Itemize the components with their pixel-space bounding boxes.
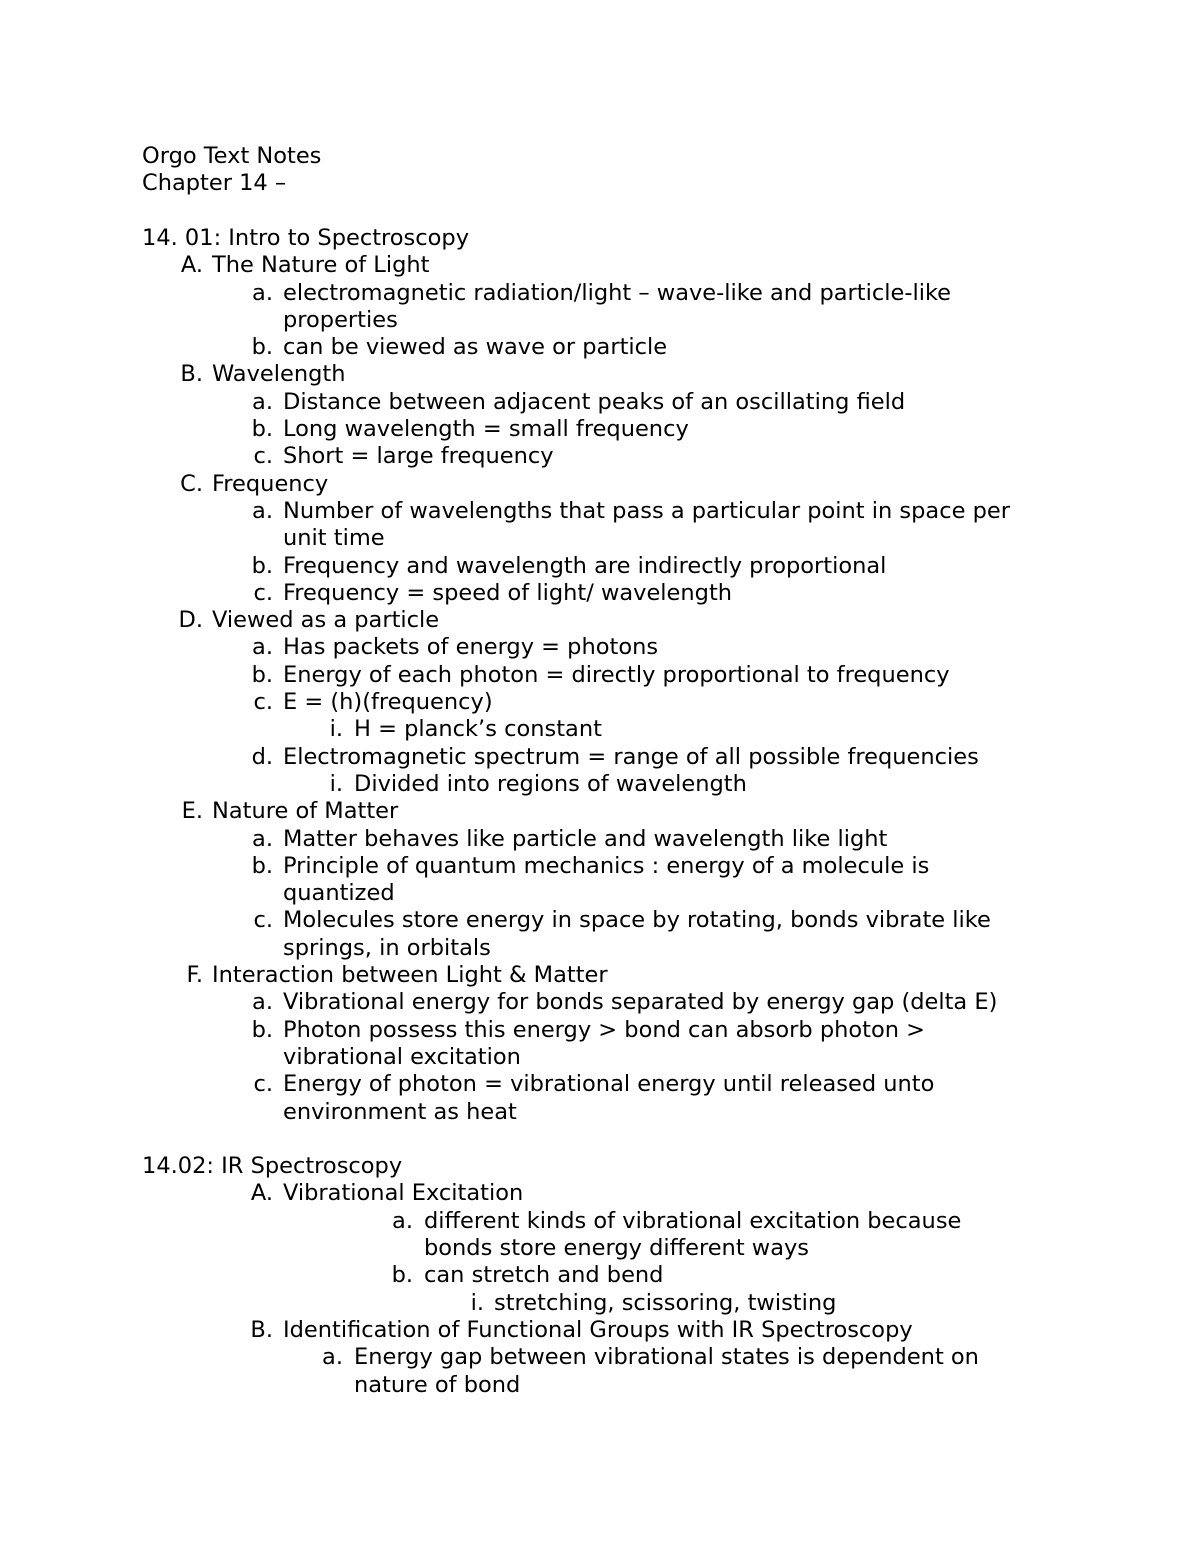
- line-text: Number of wavelengths that pass a particular point in space per: [283, 497, 1010, 524]
- line-text: can stretch and bend: [424, 1262, 664, 1289]
- outline-line: [0, 279, 1200, 307]
- list-marker: B.: [180, 361, 203, 388]
- outline-line: [0, 1098, 1200, 1126]
- line-text: The Nature of Light: [212, 252, 430, 279]
- line-text: Long wavelength = small frequency: [283, 416, 689, 442]
- outline-line: [0, 333, 1200, 361]
- outline-line: [0, 1043, 1200, 1071]
- outline-line: [0, 306, 1200, 334]
- outline-line: [0, 906, 1200, 934]
- outline-line: [0, 1207, 1200, 1235]
- outline-line: [0, 1261, 1200, 1289]
- line-text: Divided into regions of wavelength: [354, 770, 747, 797]
- line-text: 14. 01: Intro to Spectroscopy: [142, 224, 470, 251]
- list-marker: b.: [251, 552, 273, 579]
- line-text: nature of bond: [354, 1371, 521, 1398]
- outline-line: [0, 142, 1200, 170]
- list-marker: c.: [253, 907, 273, 934]
- line-text: Has packets of energy = photons: [283, 634, 659, 661]
- outline-line: [0, 770, 1200, 798]
- list-marker: A.: [180, 252, 203, 279]
- outline-line: [0, 688, 1200, 716]
- line-text: Identification of Functional Groups with IR Spectroscopy: [283, 1316, 913, 1343]
- outline-line: [0, 470, 1200, 498]
- list-marker: i.: [329, 716, 343, 743]
- list-marker: c.: [253, 443, 273, 470]
- outline-line: [0, 852, 1200, 880]
- line-text: Matter behaves like particle and wavelength like light: [283, 825, 888, 852]
- blank-line: [0, 1125, 1200, 1153]
- line-text: Energy gap between vibrational states is dependent on: [354, 1344, 979, 1371]
- line-text: 14.02: IR Spectroscopy: [142, 1153, 403, 1180]
- list-marker: a.: [252, 989, 273, 1016]
- outline-line: [0, 825, 1200, 853]
- line-text: different kinds of vibrational excitation because: [424, 1207, 962, 1234]
- outline-line: [0, 1016, 1200, 1044]
- line-text: Energy of each photon = directly proportional to frequency: [283, 661, 950, 688]
- line-text: Short = large frequency: [283, 443, 554, 470]
- list-marker: E.: [181, 798, 203, 825]
- outline-line: [0, 552, 1200, 580]
- outline-line: [0, 1316, 1200, 1344]
- list-marker: c.: [253, 579, 273, 606]
- line-text: Orgo Text Notes: [142, 143, 322, 169]
- line-text: Chapter 14 –: [142, 170, 287, 197]
- outline-line: [0, 442, 1200, 470]
- outline-line: [0, 169, 1200, 197]
- list-marker: c.: [253, 689, 273, 715]
- list-marker: b.: [251, 334, 273, 361]
- line-text: environment as heat: [283, 1098, 517, 1125]
- outline-line: [0, 879, 1200, 907]
- line-text: Frequency: [212, 470, 329, 497]
- list-marker: A.: [250, 1180, 273, 1207]
- outline-line: [0, 1179, 1200, 1207]
- line-text: Photon possess this energy > bond can absorb photon >: [283, 1016, 926, 1043]
- outline-line: [0, 715, 1200, 743]
- line-text: properties: [283, 306, 398, 333]
- list-marker: i.: [329, 770, 343, 797]
- list-marker: b.: [251, 416, 273, 442]
- line-text: springs, in orbitals: [283, 934, 491, 961]
- line-text: Viewed as a particle: [212, 607, 440, 634]
- outline-line: [0, 633, 1200, 661]
- line-text: Energy of photon = vibrational energy until released unto: [283, 1071, 935, 1098]
- list-marker: a.: [252, 279, 273, 306]
- list-marker: B.: [250, 1316, 273, 1343]
- outline-line: [0, 251, 1200, 279]
- outline-line: [0, 579, 1200, 607]
- outline-line: [0, 1070, 1200, 1098]
- outline-line: [0, 988, 1200, 1016]
- list-marker: b.: [391, 1262, 413, 1289]
- outline-line: [0, 224, 1200, 252]
- outline-line: [0, 1289, 1200, 1317]
- line-text: Distance between adjacent peaks of an oscillating field: [283, 388, 906, 415]
- list-marker: d.: [251, 743, 273, 770]
- list-marker: C.: [180, 470, 203, 497]
- line-text: Electromagnetic spectrum = range of all possible frequencies: [283, 743, 979, 770]
- blank-line: [0, 197, 1200, 225]
- line-text: electromagnetic radiation/light – wave-like and particle-like: [283, 279, 952, 306]
- line-text: Wavelength: [212, 361, 346, 388]
- list-marker: a.: [252, 388, 273, 415]
- list-marker: F.: [186, 962, 203, 988]
- outline-line: [0, 797, 1200, 825]
- outline-line: [0, 415, 1200, 443]
- line-text: Vibrational Excitation: [283, 1180, 524, 1207]
- line-text: bonds store energy different ways: [424, 1235, 810, 1261]
- line-text: E = (h)(frequency): [283, 689, 493, 715]
- list-marker: a.: [252, 634, 273, 661]
- line-text: Nature of Matter: [212, 798, 399, 825]
- list-marker: b.: [251, 661, 273, 688]
- outline-line: [0, 388, 1200, 416]
- line-text: Principle of quantum mechanics : energy of a molecule is: [283, 852, 930, 879]
- outline-line: [0, 1234, 1200, 1262]
- line-text: can be viewed as wave or particle: [283, 334, 668, 361]
- list-marker: a.: [252, 497, 273, 524]
- line-text: H = planck’s constant: [354, 716, 602, 743]
- line-text: unit time: [283, 525, 385, 552]
- line-text: Vibrational energy for bonds separated by energy gap (delta E): [283, 989, 998, 1016]
- outline-line: [0, 360, 1200, 388]
- list-marker: b.: [251, 1016, 273, 1043]
- outline-line: [0, 743, 1200, 771]
- list-marker: D.: [178, 607, 203, 634]
- list-marker: a.: [322, 1344, 343, 1371]
- outline-line: [0, 606, 1200, 634]
- list-marker: c.: [253, 1071, 273, 1098]
- outline-line: [0, 1343, 1200, 1371]
- line-text: stretching, scissoring, twisting: [494, 1289, 837, 1316]
- list-marker: b.: [251, 852, 273, 879]
- list-marker: a.: [392, 1207, 413, 1234]
- line-text: vibrational excitation: [283, 1043, 521, 1070]
- outline-line: [0, 1152, 1200, 1180]
- line-text: Frequency = speed of light/ wavelength: [283, 579, 733, 606]
- line-text: Interaction between Light & Matter: [212, 962, 608, 988]
- line-text: Frequency and wavelength are indirectly proportional: [283, 552, 887, 579]
- outline-line: [0, 1371, 1200, 1399]
- outline-line: [0, 934, 1200, 962]
- line-text: quantized: [283, 880, 395, 907]
- outline-line: [0, 661, 1200, 689]
- list-marker: a.: [252, 825, 273, 852]
- outline-line: [0, 497, 1200, 525]
- outline-line: [0, 961, 1200, 989]
- list-marker: i.: [470, 1289, 484, 1316]
- line-text: Molecules store energy in space by rotating, bonds vibrate like: [283, 907, 991, 934]
- outline-line: [0, 524, 1200, 552]
